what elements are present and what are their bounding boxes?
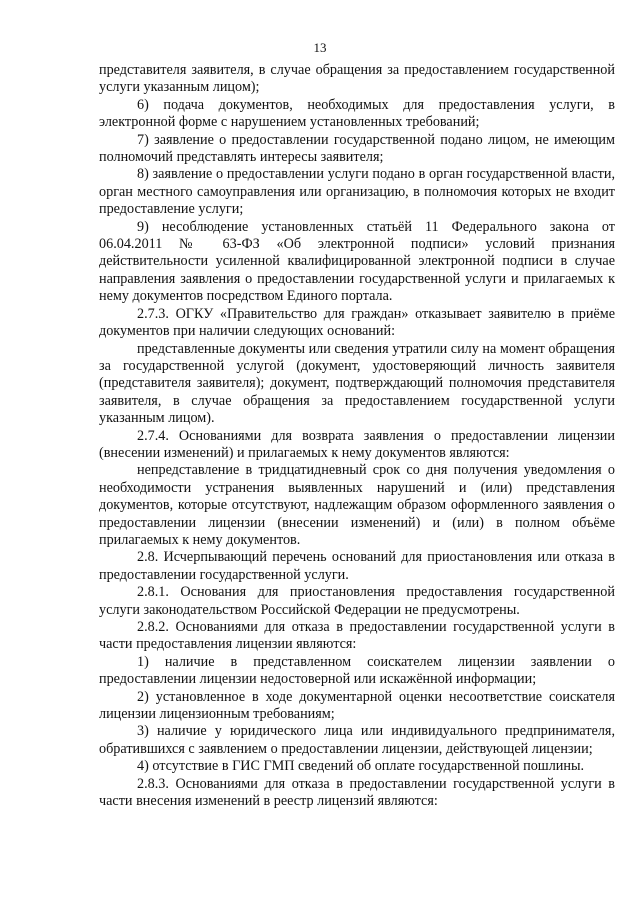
paragraph: представленные документы или сведения утратили силу на момент обращения за государственной услугой (документ, удостоверяющий личность заявителя (представителя заявителя); документ, подтверждающий полномочия представителя заявителя, в случае обращения за предоставлением государственной услуги указанным лицом).: [99, 340, 615, 427]
paragraph: представителя заявителя, в случае обращения за предоставлением государственной услуги указанным лицом);: [99, 62, 615, 96]
page-number: 13: [313, 40, 327, 55]
document-body: [99, 62, 615, 810]
paragraph: 1) наличие в представленном соискателем лицензии заявлении о предоставлении лицензии недостоверной или искажённой информации;: [99, 653, 615, 688]
paragraph: 7) заявление о предоставлении государственной подано лицом, не имеющим полномочий представлять интересы заявителя;: [99, 131, 615, 166]
paragraph: 6) подача документов, необходимых для предоставления услуги, в электронной форме с нарушением установленных требований;: [99, 96, 615, 131]
paragraph: 2.8.2. Основаниями для отказа в предоставлении государственной услуги в части предоставления лицензии являются:: [99, 619, 615, 653]
paragraph: 2.8.1. Основания для приостановления предоставления государственной услуги законодательством Российской Федерации не предусмотрены.: [99, 584, 615, 618]
paragraph: 4) отсутствие в ГИС ГМП сведений об оплате государственной пошлины.: [137, 758, 585, 775]
paragraph: 9) несоблюдение установленных статьёй 11 Федерального закона от 06.04.2011 № 63-ФЗ «Об электронной подписи» условий признания действительности усиленной квалифицированной электронной подписи в случае направления заявления о предоставлении государственной услуги и прилагаемых к нему документов посредством Единого портала.: [99, 218, 615, 305]
paragraph: 2.8.3. Основаниями для отказа в предоставлении государственной услуги в части внесения изменений в реестр лицензий являются:: [99, 775, 615, 810]
paragraph: непредставление в тридцатидневный срок со дня получения уведомления о необходимости устранения выявленных нарушений и (или) представления документов, которые отсутствуют, надлежащим образом оформленного заявления о предоставлении лицензии (внесении изменений) и (или) в полном объёме прилагаемых к нему документов.: [99, 462, 615, 548]
paragraph: 2.8. Исчерпывающий перечень оснований для приостановления или отказа в предоставлении государственной услуги.: [99, 549, 615, 583]
paragraph: 2.7.4. Основаниями для возврата заявления о предоставлении лицензии (внесении изменений) и прилагаемых к нему документов являются:: [99, 427, 615, 461]
paragraph: 2.7.3. ОГКУ «Правительство для граждан» отказывает заявителю в приёме документов при наличии следующих оснований:: [99, 305, 615, 340]
paragraph: 2) установленное в ходе документарной оценки несоответствие соискателя лицензии лицензионным требованиям;: [99, 688, 615, 723]
paragraph: 3) наличие у юридического лица или индивидуального предпринимателя, обратившихся с заявлением о предоставлении лицензии, действующей лицензии;: [99, 723, 615, 757]
paragraph: 8) заявление о предоставлении услуги подано в орган государственной власти, орган местного самоуправления или организацию, в полномочия которых не входит предоставление услуги;: [99, 166, 615, 218]
